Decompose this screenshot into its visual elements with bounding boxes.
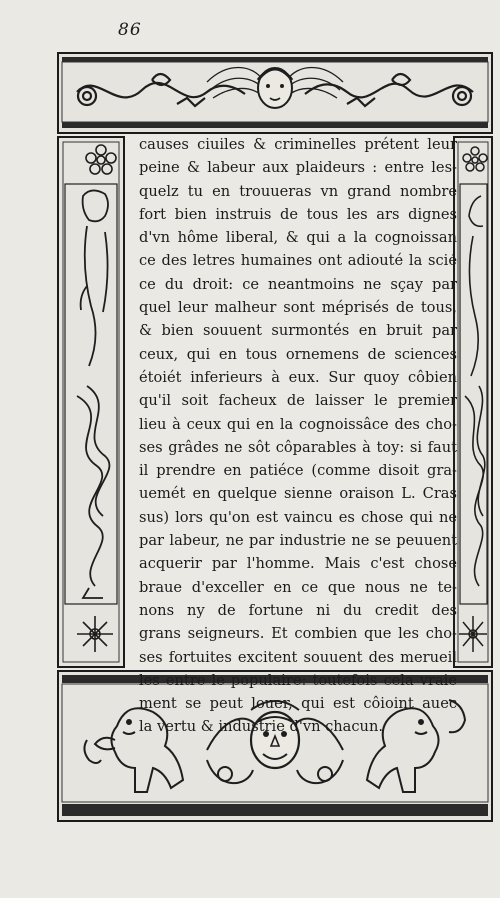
text-line: nons ny de fortune ni du credit des [139,601,457,619]
text-line: ses fortuites excitent souuent des merueil [139,648,457,666]
text-line: étoiét inferieurs à eux. Sur quoy côbien [139,368,457,386]
text-line: acquerir par l'homme. Mais c'est chose [139,555,457,573]
text-line: d'vn hôme liberal, & qui a la cognoissan [139,229,457,247]
left-column-figure-illustration [57,136,125,668]
text-line: fort bien instruis de tous les ars dignes [139,205,457,223]
text-line: par labeur, ne par industrie ne se peuuent [139,532,457,550]
text-line: ce du droit: ce neantmoins ne sçay par [139,275,457,293]
text-line: ceux, qui en tous ornemens de sciences [139,345,457,363]
text-line: ce des letres humaines ont adiouté la scié [139,252,457,270]
text-line: ses grâdes ne sôt côparables à toy: si faut [139,438,457,456]
text-line: uemét en quelque sienne oraison L. Cras [139,485,457,503]
text-line: braue d'exceller en ce que nous ne te- [139,578,457,596]
text-line: causes ciuiles & criminelles prétent leur [139,136,457,153]
text-line: ment se peut louer, qui est côioint auec [139,695,457,713]
top-frieze-cherub-illustration [57,52,493,134]
right-column-figure-illustration [453,136,493,668]
text-line: la vertu & industrie d'vn chacun. [139,718,383,736]
text-line: il prendre en patiéce (comme disoit gra- [139,462,457,480]
page-number: 86 [118,20,142,40]
text-line: grans seigneurs. Et combien que les cho- [139,625,457,643]
text-line: quel leur malheur sont méprisés de tous, [139,299,457,317]
text-line: lieu à ceux qui en la cognoissâce des cho- [139,415,457,433]
text-line: & bien souuent surmontés en bruit par [139,322,457,340]
body-text [139,133,457,739]
text-line: les entre le populaire: toutefois cela vraie [139,671,457,689]
text-line: sus) lors qu'on est vaincu es chose qui ne [139,508,457,526]
text-line: quelz tu en trouueras vn grand nombre [139,182,457,200]
text-line: qu'il soit facheux de laisser le premier [139,392,457,410]
text-line: peine & labeur aux plaideurs : entre les- [139,159,457,177]
